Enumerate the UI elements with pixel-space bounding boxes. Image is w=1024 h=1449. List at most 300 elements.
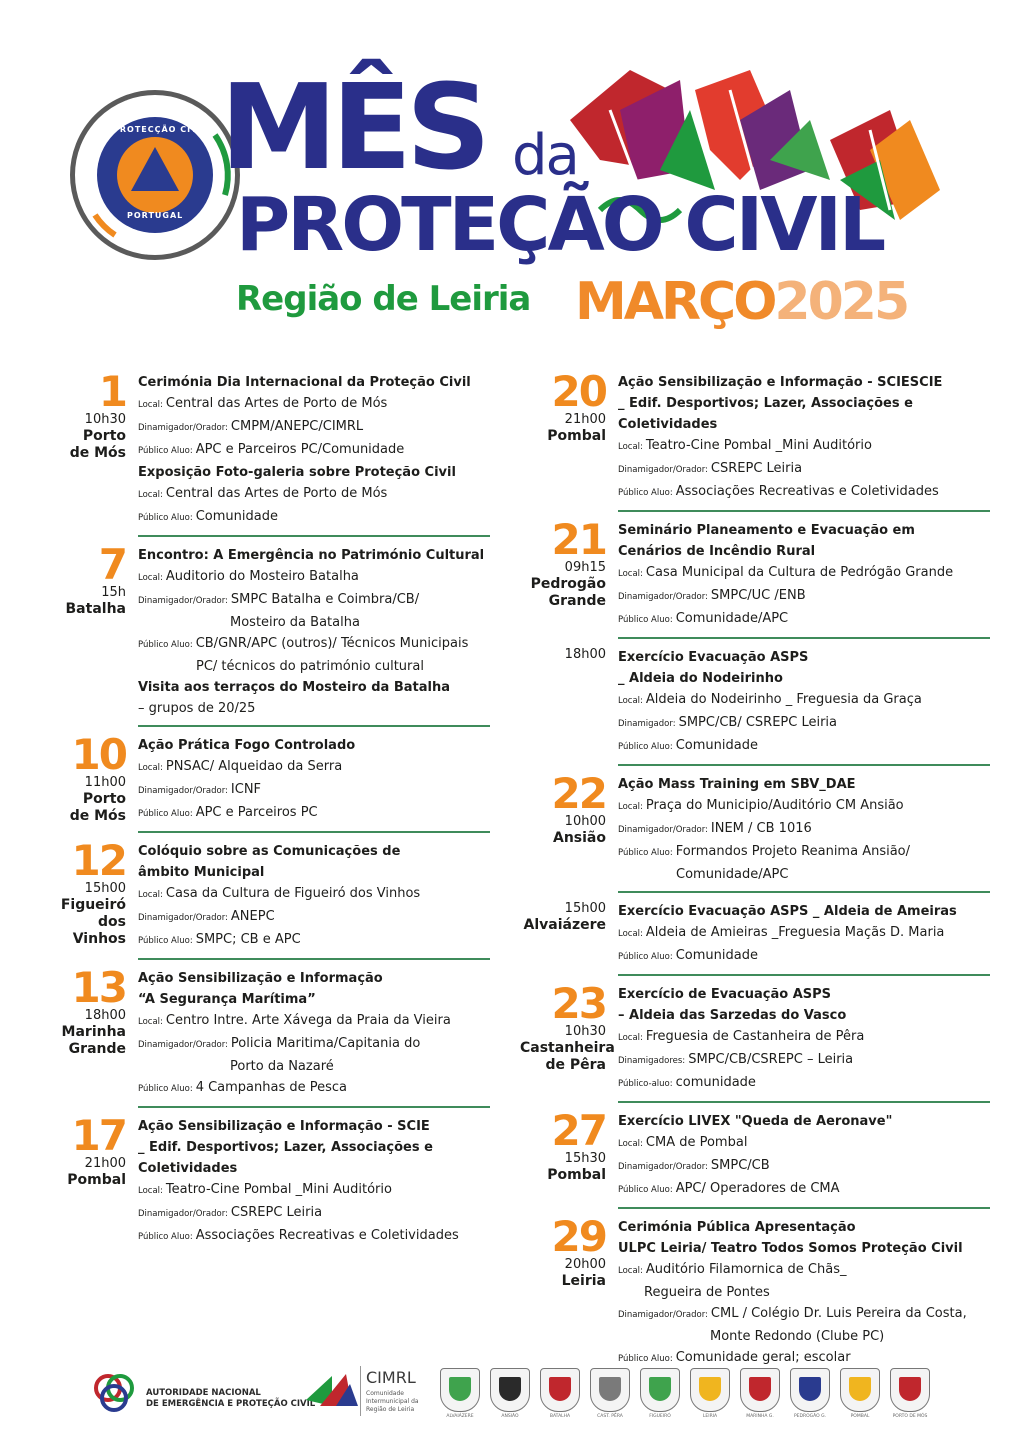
event-place: Grande	[548, 592, 606, 609]
event-day: 10	[71, 730, 126, 779]
event-place: Pombal	[67, 1171, 126, 1188]
info-label: Público Aluo:	[138, 1084, 193, 1094]
event-info-row	[618, 689, 990, 712]
region-title: Região de Leiria	[236, 279, 531, 319]
info-label: Público Aluo:	[138, 936, 193, 946]
info-value: ANEPC	[230, 909, 275, 924]
crest-emblem-icon	[799, 1377, 821, 1401]
info-label: Dinamigador:	[618, 719, 676, 729]
logo-ring-icon	[75, 95, 235, 255]
info-value: Freguesia de Castanheira de Pêra	[645, 1029, 865, 1044]
event-info-row	[138, 439, 490, 462]
event-details	[138, 841, 490, 952]
info-value: CMA de Pombal	[645, 1135, 748, 1150]
crest-emblem-icon	[499, 1377, 521, 1401]
event-place: Pombal	[547, 427, 606, 444]
event-info-row	[618, 458, 990, 481]
cimrl-subtitle: Comunidade Intermunicipal da Região de Leiria	[366, 1390, 419, 1413]
info-label: Dinamigador/Orador:	[138, 1040, 228, 1050]
event-title: “A Segurança Marítima”	[138, 992, 316, 1007]
event-info-row	[618, 818, 990, 841]
event-title: _ Edif. Desportivos; Lazer, Associações e Coletividades	[138, 1140, 433, 1176]
info-value: SMPC; CB e APC	[195, 932, 301, 947]
info-label: Público Aluo:	[618, 1185, 673, 1195]
event-place: Figueiró	[60, 896, 126, 913]
event-place: de Mós	[69, 444, 126, 461]
info-value: CSREPC Leiria	[710, 461, 803, 476]
event-separator	[138, 1106, 490, 1108]
event-date-block	[40, 963, 138, 1100]
event-info-row	[618, 712, 990, 735]
info-value: Policia Maritima/Capitania do	[230, 1036, 421, 1051]
event-details	[618, 520, 990, 631]
event-date-block	[520, 979, 618, 1095]
event-title: Ação Sensibilização e Informação - SCIE	[138, 1119, 430, 1134]
info-label: Público Aluo:	[618, 848, 673, 858]
info-value: CSREPC Leiria	[230, 1205, 323, 1220]
event-title: Exercício de Evacuação ASPS	[618, 987, 832, 1002]
event-info-row	[618, 1132, 990, 1155]
event-info-row	[138, 566, 490, 589]
event-title: âmbito Municipal	[138, 865, 265, 880]
event-info-row	[138, 1010, 490, 1033]
crest-label: LEIRIA	[702, 1414, 718, 1419]
event-separator	[138, 958, 490, 960]
event-info-row	[138, 883, 490, 906]
event-title: Exercício Evacuação ASPS _ Aldeia de Ameiras	[618, 904, 957, 919]
event-title: Cerimónia Dia Internacional da Proteção Civil	[138, 375, 471, 390]
event-info-row	[138, 802, 490, 825]
info-value: SMPC/CB	[710, 1158, 770, 1173]
event-date-block	[40, 540, 138, 719]
event-separator	[138, 831, 490, 833]
info-label: Local:	[138, 573, 163, 583]
event-place: Pedrogão	[530, 575, 606, 592]
event-title: ULPC Leiria/ Teatro Todos Somos Proteção Civil	[618, 1241, 963, 1256]
event-hour: 21h00	[564, 411, 606, 427]
event-title: Exposição Foto-galeria sobre Proteção Civil	[138, 465, 456, 480]
event-day: 7	[98, 540, 126, 589]
event-day: 21	[551, 515, 606, 564]
info-label: Dinamigador/Orador:	[138, 786, 228, 796]
info-label: Dinamigador/Orador:	[138, 1209, 228, 1219]
info-value: Central das Artes de Porto de Mós	[165, 396, 388, 411]
event-info-row	[618, 945, 990, 968]
info-label: Local:	[618, 569, 643, 579]
event-info-row	[618, 608, 990, 631]
event-item	[520, 979, 990, 1095]
event-title: Colóquio sobre as Comunicações de	[138, 844, 401, 859]
event-info-row	[618, 1155, 990, 1178]
event-place: Marinha	[61, 1023, 126, 1040]
info-label: Dinamigador/Orador:	[138, 596, 228, 606]
event-separator	[618, 1101, 990, 1103]
municipality-crest-icon	[440, 1368, 480, 1412]
anepc-line1: AUTORIDADE NACIONAL	[146, 1388, 261, 1398]
event-place: Porto	[82, 427, 126, 444]
event-place: de Mós	[69, 807, 126, 824]
event-info-continuation: Porto da Nazaré	[230, 1059, 334, 1074]
municipality-crest-icon	[840, 1368, 880, 1412]
logo-ring-bottom-text: PORTUGAL	[127, 211, 184, 220]
event-info-row	[138, 698, 490, 719]
event-info-row	[138, 633, 490, 656]
month-label: MARÇO	[575, 272, 775, 332]
info-label: Dinamigadores:	[618, 1056, 686, 1066]
event-info-row	[138, 756, 490, 779]
event-date-block	[40, 836, 138, 952]
info-label: Local:	[138, 400, 163, 410]
event-info-continuation: Regueira de Pontes	[644, 1285, 770, 1300]
info-label: Local:	[618, 1266, 643, 1276]
info-label: Dinamigador/Orador:	[618, 825, 708, 835]
info-label: Local:	[138, 1017, 163, 1027]
event-place: Batalha	[65, 600, 126, 617]
event-info-row	[618, 922, 990, 945]
event-info-row	[618, 1026, 990, 1049]
info-value: Associações Recreativas e Coletividades	[675, 484, 939, 499]
event-title: Ação Mass Training em SBV_DAE	[618, 777, 856, 792]
event-date-block	[520, 515, 618, 631]
event-date-block	[520, 769, 618, 885]
info-value: – grupos de 20/25	[138, 701, 256, 716]
info-label: Público Aluo:	[618, 488, 673, 498]
event-item	[520, 901, 990, 968]
info-value: Praça do Municipio/Auditório CM Ansião	[645, 798, 904, 813]
crest-label: FIGUEIRÓ	[649, 1414, 671, 1419]
month-year	[575, 272, 908, 332]
event-hour: 09h15	[564, 559, 606, 575]
event-item	[520, 647, 990, 758]
info-value: CMPM/ANEPC/CIMRL	[230, 419, 364, 434]
event-info-continuation: Monte Redondo (Clube PC)	[710, 1329, 885, 1344]
event-day: 17	[71, 1111, 126, 1160]
event-info-row	[618, 1178, 990, 1201]
event-hour: 21h00	[84, 1155, 126, 1171]
info-value: comunidade	[675, 1075, 756, 1090]
crest-label: ALVAIÁZERE	[446, 1414, 474, 1419]
event-details	[618, 372, 990, 504]
crest-emblem-icon	[549, 1377, 571, 1401]
info-label: Dinamigador/Orador:	[618, 592, 708, 602]
info-label: Local:	[618, 1139, 643, 1149]
event-hour: 10h30	[84, 411, 126, 427]
info-value: APC/ Operadores de CMA	[675, 1181, 840, 1196]
event-title: Cerimónia Pública Apresentação	[618, 1220, 856, 1235]
info-label: Público Aluo:	[138, 640, 193, 650]
event-title: _ Aldeia do Nodeirinho	[618, 671, 783, 686]
event-date-block	[520, 1212, 618, 1370]
event-title: Ação Sensibilização e Informação	[138, 971, 383, 986]
info-value: Associações Recreativas e Coletividades	[195, 1228, 459, 1243]
info-label: Público Aluo:	[138, 809, 193, 819]
info-label: Local:	[618, 929, 643, 939]
event-item	[40, 540, 490, 719]
event-title: – Aldeia das Sarzedas do Vasco	[618, 1008, 847, 1023]
event-separator	[138, 535, 490, 537]
info-label: Público Aluo:	[618, 1354, 673, 1364]
event-separator	[618, 764, 990, 766]
event-place: Grande	[68, 1040, 126, 1057]
info-value: Auditório Filamornica de Chãs_	[645, 1262, 847, 1277]
event-hour: 10h00	[564, 813, 606, 829]
event-info-row	[138, 1179, 490, 1202]
cimrl-logo-icon	[306, 1370, 358, 1412]
info-value: Aldeia do Nodeirinho _ Freguesia da Graça	[645, 692, 922, 707]
info-value: Centro Intre. Arte Xávega da Praia da Vieira	[165, 1013, 451, 1028]
event-date-block	[40, 367, 138, 529]
event-day: 23	[551, 979, 606, 1028]
event-item	[40, 367, 490, 529]
event-title: Ação Prática Fogo Controlado	[138, 738, 356, 753]
info-value: PNSAC/ Alqueidao da Serra	[165, 759, 343, 774]
info-value: SMPC/UC /ENB	[710, 588, 806, 603]
event-date-block	[40, 1111, 138, 1248]
info-label: Local:	[138, 490, 163, 500]
event-title: Exercício Evacuação ASPS	[618, 650, 809, 665]
municipality-crest-icon	[690, 1368, 730, 1412]
event-info-row	[618, 1259, 990, 1282]
event-hour: 20h00	[564, 1256, 606, 1272]
crest-emblem-icon	[899, 1377, 921, 1401]
event-separator	[618, 1207, 990, 1209]
event-place: Ansião	[553, 829, 606, 846]
event-hour: 18h00	[564, 647, 606, 662]
event-item	[520, 769, 990, 885]
event-details	[618, 1217, 990, 1370]
event-day: 27	[551, 1106, 606, 1155]
info-value: INEM / CB 1016	[710, 821, 812, 836]
info-value: Comunidade	[675, 948, 758, 963]
event-separator	[618, 510, 990, 512]
event-title: Visita aos terraços do Mosteiro da Batalha	[138, 680, 450, 695]
event-info-continuation: PC/ técnicos do património cultural	[196, 659, 424, 674]
event-title: Seminário Planeamento e Evacuação em	[618, 523, 915, 538]
info-value: CML / Colégio Dr. Luis Pereira da Costa,	[710, 1306, 967, 1321]
title-protecao-civil: PROTEÇÃO CIVIL	[236, 182, 884, 268]
info-value: SMPC/CB/CSREPC – Leiria	[688, 1052, 854, 1067]
info-label: Dinamigador/Orador:	[618, 1310, 708, 1320]
event-info-row	[618, 435, 990, 458]
title-mes: MÊS	[220, 58, 486, 196]
event-day: 20	[551, 367, 606, 416]
event-info-row	[138, 589, 490, 612]
event-title: Encontro: A Emergência no Património Cultural	[138, 548, 485, 563]
event-day: 13	[71, 963, 126, 1012]
info-value: Casa da Cultura de Figueiró dos Vinhos	[165, 886, 421, 901]
event-item	[40, 730, 490, 825]
event-title: Ação Sensibilização e Informação - SCIESCIE	[618, 375, 943, 390]
info-value: Teatro-Cine Pombal _Mini Auditório	[165, 1182, 392, 1197]
event-hour: 10h30	[564, 1023, 606, 1039]
municipality-crest-icon	[890, 1368, 930, 1412]
crest-emblem-icon	[849, 1377, 871, 1401]
crest-emblem-icon	[449, 1377, 471, 1401]
municipality-crest-icon	[790, 1368, 830, 1412]
event-day: 29	[551, 1212, 606, 1261]
event-info-row	[138, 1033, 490, 1056]
event-details	[618, 1111, 990, 1201]
info-value: CB/GNR/APC (outros)/ Técnicos Municipais	[195, 636, 469, 651]
cimrl-name: CIMRL	[366, 1368, 416, 1387]
anepc-name	[146, 1388, 315, 1410]
info-label: Local:	[618, 442, 643, 452]
event-info-row	[618, 481, 990, 504]
info-value: Comunidade	[675, 738, 758, 753]
info-value: Aldeia de Amieiras _Freguesia Maçãs D. Maria	[645, 925, 945, 940]
info-label: Público Aluo:	[618, 952, 673, 962]
info-label: Local:	[138, 763, 163, 773]
event-separator	[618, 974, 990, 976]
event-hour: 15h00	[84, 880, 126, 896]
event-date-block	[520, 367, 618, 504]
protecao-civil-logo	[70, 90, 240, 260]
event-place: Porto	[82, 790, 126, 807]
info-label: Dinamigador/Orador:	[618, 465, 708, 475]
event-info-row	[618, 735, 990, 758]
schedule-right-column	[520, 367, 990, 1370]
info-value: Formandos Projeto Reanima Ansião/	[675, 844, 911, 859]
crest-emblem-icon	[649, 1377, 671, 1401]
event-info-row	[618, 585, 990, 608]
event-info-row	[138, 416, 490, 439]
event-info-row	[138, 483, 490, 506]
event-info-row	[618, 1049, 990, 1072]
info-value: Comunidade	[195, 509, 278, 524]
event-item	[40, 1111, 490, 1248]
crest-label: CAST. PÊRA	[597, 1414, 623, 1419]
event-info-row	[618, 841, 990, 864]
event-info-continuation: Comunidade/APC	[676, 867, 789, 882]
info-label: Público Aluo:	[138, 513, 193, 523]
event-item	[40, 963, 490, 1100]
event-separator	[138, 725, 490, 727]
event-hour: 15h30	[564, 1150, 606, 1166]
schedule-left-column	[40, 367, 490, 1248]
event-info-row	[618, 1303, 990, 1326]
title-da: da	[512, 123, 578, 188]
event-place: Castanheira	[520, 1039, 615, 1056]
info-value: Central das Artes de Porto de Mós	[165, 486, 388, 501]
event-info-row	[138, 393, 490, 416]
event-details	[138, 545, 490, 719]
municipality-crest-icon	[540, 1368, 580, 1412]
info-value: APC e Parceiros PC/Comunidade	[195, 442, 405, 457]
municipality-crest-icon	[490, 1368, 530, 1412]
event-title: Cenários de Incêndio Rural	[618, 544, 816, 559]
event-title: Exercício LIVEX "Queda de Aeronave"	[618, 1114, 893, 1129]
event-item	[520, 515, 990, 631]
event-info-continuation: Mosteiro da Batalha	[230, 615, 360, 630]
info-label: Público Aluo:	[138, 1232, 193, 1242]
crest-emblem-icon	[699, 1377, 721, 1401]
logo-ring-top-text: PROTECÇÃO CIVIL	[113, 125, 209, 134]
info-label: Público-aluo:	[618, 1079, 673, 1089]
info-value: 4 Campanhas de Pesca	[195, 1080, 348, 1095]
event-item	[520, 367, 990, 504]
event-place: Alvaiázere	[523, 917, 606, 933]
event-place: Leiria	[561, 1272, 606, 1289]
event-date-block	[40, 730, 138, 825]
crest-label: BATALHA	[549, 1414, 571, 1419]
event-details	[138, 372, 490, 529]
event-hour: 15h00	[564, 901, 606, 916]
event-details	[138, 735, 490, 825]
info-value: Casa Municipal da Cultura de Pedrógão Grande	[645, 565, 954, 580]
event-item	[520, 1106, 990, 1201]
info-label: Público Aluo:	[618, 615, 673, 625]
event-day: 12	[71, 836, 126, 885]
event-separator	[618, 637, 990, 639]
event-hour: 18h00	[84, 1007, 126, 1023]
event-details	[618, 774, 990, 885]
info-value: SMPC Batalha e Coimbra/CB/	[230, 592, 420, 607]
crest-label: PORTO DE MÓS	[892, 1414, 928, 1419]
cimrl-divider	[360, 1366, 361, 1416]
info-label: Dinamigador/Orador:	[618, 1162, 708, 1172]
event-details	[618, 647, 990, 758]
event-details	[138, 1116, 490, 1248]
event-details	[618, 901, 990, 968]
crest-emblem-icon	[749, 1377, 771, 1401]
event-day: 22	[551, 769, 606, 818]
anepc-logo-icon	[90, 1368, 138, 1416]
info-value: Comunidade/APC	[675, 611, 789, 626]
info-value: SMPC/CB/ CSREPC Leiria	[678, 715, 838, 730]
info-label: Local:	[618, 696, 643, 706]
event-info-row	[138, 1077, 490, 1100]
crest-emblem-icon	[599, 1377, 621, 1401]
event-details	[618, 984, 990, 1095]
event-info-row	[138, 906, 490, 929]
info-label: Local:	[618, 802, 643, 812]
event-info-row	[138, 1225, 490, 1248]
info-label: Local:	[138, 890, 163, 900]
event-place: Pombal	[547, 1166, 606, 1183]
event-hour: 15h	[101, 584, 126, 600]
event-title: _ Edif. Desportivos; Lazer, Associações e Coletividades	[618, 396, 913, 432]
event-date-block	[520, 1106, 618, 1201]
event-info-row	[618, 795, 990, 818]
event-info-row	[618, 562, 990, 585]
info-label: Local:	[618, 1033, 643, 1043]
event-date-block	[520, 647, 618, 758]
footer-logos	[0, 1358, 1024, 1428]
poster-header	[0, 0, 1024, 345]
crest-label: ANSIÃO	[501, 1414, 519, 1419]
event-day: 1	[98, 367, 126, 416]
info-label: Público Aluo:	[138, 446, 193, 456]
event-info-row	[138, 1202, 490, 1225]
info-label: Público Aluo:	[618, 742, 673, 752]
info-value: Comunidade geral; escolar	[675, 1350, 851, 1365]
info-value: Auditorio do Mosteiro Batalha	[165, 569, 359, 584]
event-info-row	[618, 1072, 990, 1095]
event-info-row	[138, 929, 490, 952]
event-hour: 11h00	[84, 774, 126, 790]
anepc-line2: DE EMERGÊNCIA E PROTEÇÃO CIVIL	[146, 1399, 316, 1409]
municipality-crest-icon	[640, 1368, 680, 1412]
event-details	[138, 968, 490, 1100]
municipality-crest-icon	[740, 1368, 780, 1412]
event-place: dos Vinhos	[72, 913, 126, 947]
crest-label: PEDROGÃO G.	[793, 1414, 827, 1419]
event-item	[520, 1212, 990, 1370]
event-info-row	[138, 506, 490, 529]
info-label: Dinamigador/Orador:	[138, 423, 228, 433]
crest-label: MARINHA G.	[746, 1414, 774, 1419]
info-value: Teatro-Cine Pombal _Mini Auditório	[645, 438, 872, 453]
